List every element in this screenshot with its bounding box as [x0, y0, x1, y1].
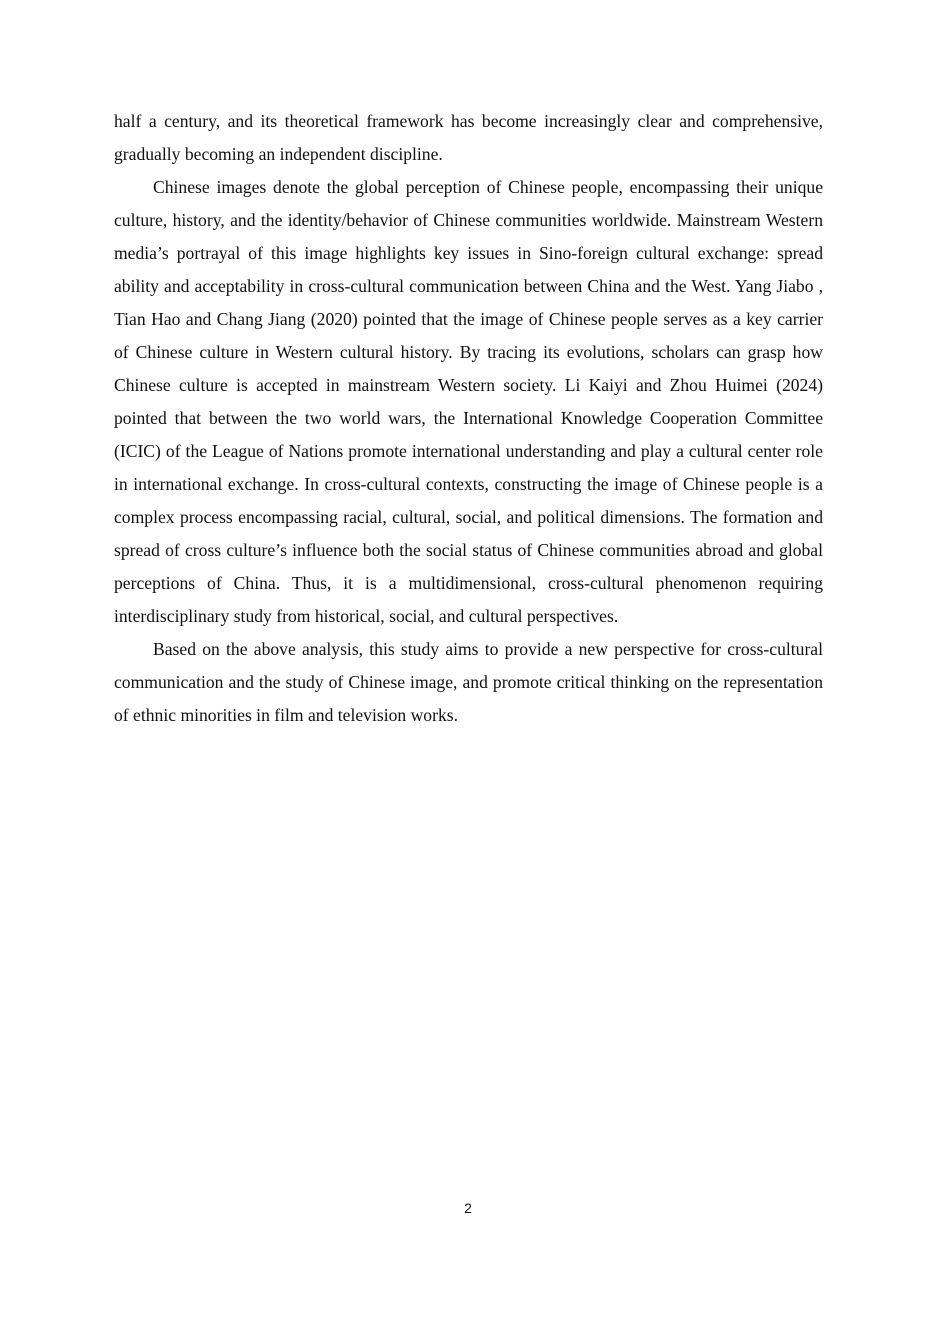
body-text [114, 105, 823, 732]
paragraph-chinese-images: Chinese images denote the global perception of Chinese people, encompassing their unique culture, history, and the identity/behavior of Chinese communities worldwide. Mainstream Western media’s portrayal of this image highlights key issues in Sino-foreign cultural exchange: spread ability and acceptability in cross-cultural communication between China and the West. Yang Jiabo , Tian Hao and Chang Jiang (2020) pointed that the image of Chinese people serves as a key carrier of Chinese culture in Western cultural history. By tracing its evolutions, scholars can grasp how Chinese culture is accepted in mainstream Western society. Li Kaiyi and Zhou Huimei (2024) pointed that between the two world wars, the International Knowledge Cooperation Committee (ICIC) of the League of Nations promote international understanding and play a cultural center role in international exchange. In cross-cultural contexts, constructing the image of Chinese people is a complex process encompassing racial, cultural, social, and political dimensions. The formation and spread of cross culture’s influence both the social status of Chinese communities abroad and global perceptions of China. Thus, it is a multidimensional, cross-cultural phenomenon requiring interdisciplinary study from historical, social, and cultural perspectives. [114, 177, 823, 626]
page-number: 2 [464, 1200, 472, 1216]
paragraph-continuation: half a century, and its theoretical framework has become increasingly clear and comprehensive, gradually becoming an independent discipline. [114, 111, 823, 164]
paragraph-study-aim: Based on the above analysis, this study aims to provide a new perspective for cross-cultural communication and the study of Chinese image, and promote critical thinking on the representation of ethnic minorities in film and television works. [114, 639, 823, 725]
